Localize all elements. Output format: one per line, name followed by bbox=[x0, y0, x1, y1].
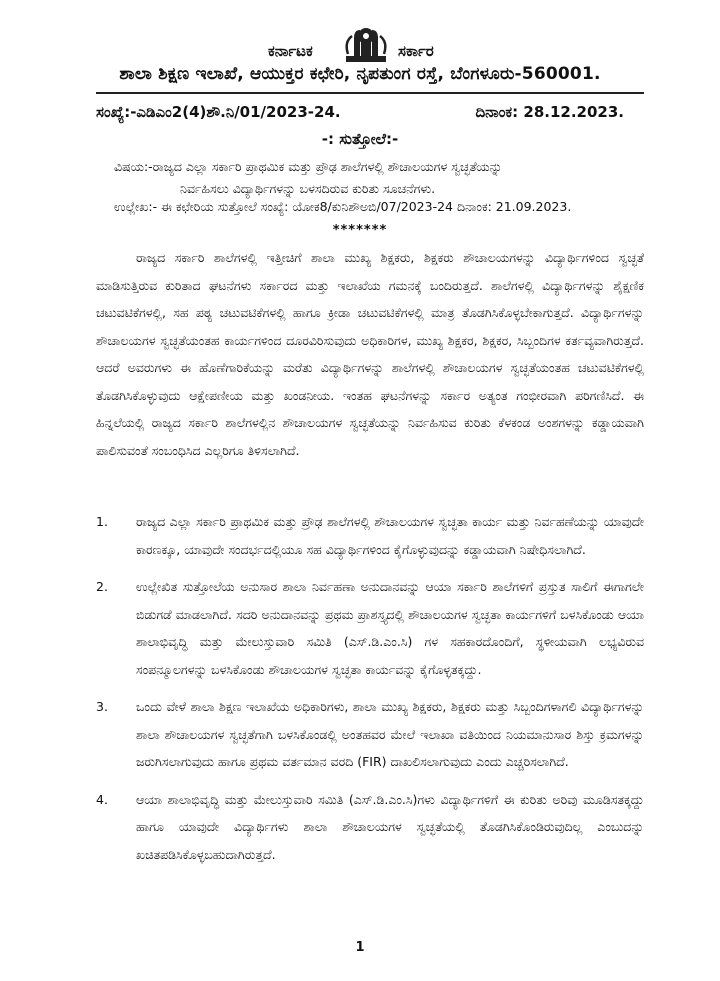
state-name-right: ಸರ್ಕಾರ bbox=[398, 42, 434, 60]
instruction-list bbox=[96, 508, 644, 878]
list-item-text: ಉಲ್ಲೇಖಿತ ಸುತ್ತೋಲೆಯ ಅನುಸಾರ ಶಾಲಾ ನಿರ್ವಹಣಾ ಅನುದಾನವನ್ನು ಆಯಾ ಸರ್ಕಾರಿ ಶಾಲೆಗಳಿಗೆ ಪ್ರಸ್ತುತ ಸಾಲಿಗೆ ಈಗಾಗಲೇ ಬಿಡುಗಡೆ ಮಾಡಲಾಗಿದೆ. ಸದರಿ ಅನುದಾನವನ್ನು ಪ್ರಥಮ ಪ್ರಾಶಸ್ತ್ಯದಲ್ಲಿ ಶೌಚಾಲಯಗಳ ಸ್ವಚ್ಛತಾ ಕಾರ್ಯಗಳಿಗೆ ಬಳಸಿಕೊಂಡು ಆಯಾ ಶಾಲಾಭಿವೃದ್ಧಿ ಮತ್ತು ಮೇಲುಸ್ತುವಾರಿ ಸಮಿತಿ (ಎಸ್.ಡಿ.ಎಂ.ಸಿ) ಗಳ ಸಹಕಾರದೊಂದಿಗೆ, ಸ್ಥಳೀಯವಾಗಿ ಲಭ್ಯವಿರುವ ಸಂಪನ್ಮೂಲಗಳನ್ನು ಬಳಸಿಕೊಂಡು ಶೌಚಾಲಯಗಳ ಸ್ವಚ್ಛತಾ ಕಾರ್ಯವನ್ನು ಕೈಗೊಳ್ಳತಕ್ಕದ್ದು. bbox=[136, 579, 644, 677]
list-item-number: 2. bbox=[96, 579, 108, 594]
list-item bbox=[96, 508, 644, 563]
subject-line-2: ನಿರ್ವಹಿಸಲು ವಿದ್ಯಾರ್ಥಿಗಳನ್ನು ಬಳಸದಿರುವ ಕುರಿತು ಸೂಚನೆಗಳು. bbox=[180, 181, 436, 196]
list-item-text: ರಾಜ್ಯದ ಎಲ್ಲಾ ಸರ್ಕಾರಿ ಪ್ರಾಥಮಿಕ ಮತ್ತು ಪ್ರೌಢ ಶಾಲೆಗಳಲ್ಲಿ ಶೌಚಾಲಯಗಳ ಸ್ವಚ್ಛತಾ ಕಾರ್ಯ ಮತ್ತು ನಿರ್ವಹಣೆಯನ್ನು ಯಾವುದೇ ಕಾರಣಕ್ಕೂ, ಯಾವುದೇ ಸಂದರ್ಭದಲ್ಲಿಯೂ ಸಹ ವಿದ್ಯಾರ್ಥಿಗಳಿಂದ ಕೈಗೊಳ್ಳುವುದನ್ನು ಕಡ್ಡಾಯವಾಗಿ ನಿಷೇಧಿಸಲಾಗಿದೆ. bbox=[136, 514, 644, 557]
body-paragraph bbox=[96, 244, 644, 464]
subject bbox=[114, 156, 644, 200]
list-item-number: 4. bbox=[96, 791, 108, 807]
reference-citation: ಉಲ್ಲೇಖ:- ಈ ಕಛೇರಿಯ ಸುತ್ತೋಲೆ ಸಂಖ್ಯೆ: ಯೋಕ8/ಕುನಿಶೌಅಬಿ/07/2023-24 ದಿನಾಂಕ: 21.09.2023. bbox=[114, 199, 572, 214]
page-number: 1 bbox=[355, 940, 365, 955]
state-name-left: ಕರ್ನಾಟಕ bbox=[268, 42, 313, 60]
list-item bbox=[96, 573, 644, 683]
subject-line-1: ವಿಷಯ:-ರಾಜ್ಯದ ಎಲ್ಲಾ ಸರ್ಕಾರಿ ಪ್ರಾಥಮಿಕ ಮತ್ತು ಪ್ರೌಢ ಶಾಲೆಗಳಲ್ಲಿ ಶೌಚಾಲಯಗಳ ಸ್ವಚ್ಛತೆಯನ್ನು bbox=[114, 159, 503, 174]
list-item-number: 1. bbox=[96, 514, 108, 529]
reference-number: ಸಂಖ್ಯೆ:-ಎಡಿಎಂ2(4)ಶೌ.ನಿ/01/2023-24. bbox=[96, 103, 341, 121]
body-paragraph-text: ರಾಜ್ಯದ ಸರ್ಕಾರಿ ಶಾಲೆಗಳಲ್ಲಿ ಇತ್ತೀಚಿಗೆ ಶಾಲಾ ಮುಖ್ಯ ಶಿಕ್ಷಕರು, ಶಿಕ್ಷಕರು ಶೌಚಾಲಯಗಳನ್ನು ವಿದ್ಯಾರ್ಥಿಗಳಿಂದ ಸ್ವಚ್ಛತೆ ಮಾಡಿಸುತ್ತಿರುವ ಕುರಿತಾದ ಘಟನೆಗಳು ಸರ್ಕಾರದ ಮತ್ತು ಇಲಾಖೆಯ ಗಮನಕ್ಕೆ ಬಂದಿರುತ್ತದೆ. ಶಾಲೆಗಳಲ್ಲಿ ವಿದ್ಯಾರ್ಥಿಗಳನ್ನು ಶೈಕ್ಷಣಿಕ ಚಟುವಟಿಕೆಗಳಲ್ಲಿ, ಸಹ ಪಠ್ಯ ಚಟುವಟಿಕೆಗಳಲ್ಲಿ ಹಾಗೂ ಕ್ರೀಡಾ ಚಟುವಟಿಕೆಗಳಲ್ಲಿ ಮಾತ್ರ ತೊಡಗಿಸಿಕೊಳ್ಳಬೇಕಾಗುತ್ತದೆ. ವಿದ್ಯಾರ್ಥಿಗಳನ್ನು ಶೌಚಾಲಯಗಳ ಸ್ವಚ್ಛತೆಯಂತಹ ಕಾರ್ಯಗಳಿಂದ ದೂರವಿರಿಸುವುದು ಅಧಿಕಾರಿಗಳ, ಮುಖ್ಯ ಶಿಕ್ಷಕರ, ಶಿಕ್ಷಕರ, ಸಿಬ್ಬಂದಿಗಳ ಕರ್ತವ್ಯವಾಗಿರುತ್ತದೆ. ಆದರೆ ಅವರುಗಳು ಈ ಹೊಣೆಗಾರಿಕೆಯನ್ನು ಮರೆತು ವಿದ್ಯಾರ್ಥಿಗಳನ್ನು ಶಾಲೆಗಳಲ್ಲಿ ಶೌಚಾಲಯಗಳ ಸ್ವಚ್ಛತೆಯಂತಹ ಚಟುವಟಿಕೆಗಳಲ್ಲಿ ತೊಡಗಿಸಿಕೊಳ್ಳುವುದು ಆಕ್ಷೇಪಣೀಯ ಮತ್ತು ಖಂಡನೀಯ. ಇಂತಹ ಘಟನೆಗಳನ್ನು ಸರ್ಕಾರ ಅತ್ಯಂತ ಗಂಭೀರವಾಗಿ ಪರಿಗಣಿಸಿದೆ. ಈ ಹಿನ್ನಲೆಯಲ್ಲಿ ರಾಜ್ಯದ ಸರ್ಕಾರಿ ಶಾಲೆಗಳಲ್ಲಿನ ಶೌಚಾಲಯಗಳ ಸ್ವಚ್ಛತೆಯನ್ನು ನಿರ್ವಹಿಸುವ ಕುರಿತು ಕೆಳಕಂಡ ಅಂಶಗಳನ್ನು ಕಡ್ಡಾಯವಾಗಿ ಪಾಲಿಸುವಂತೆ ಸಂಬಂಧಿಸಿದ ಎಲ್ಲರಿಗೂ ತಿಳಿಸಲಾಗಿದೆ. bbox=[96, 250, 644, 458]
list-item-text: ಆಯಾ ಶಾಲಾಭಿವೃದ್ಧಿ ಮತ್ತು ಮೇಲುಸ್ತುವಾರಿ ಸಮಿತಿ (ಎಸ್.ಡಿ.ಎಂ.ಸಿ)ಗಳು ವಿದ್ಯಾರ್ಥಿಗಳಿಗೆ ಈ ಕುರಿತು ಅರಿವು ಮೂಡಿಸತಕ್ಕದ್ದು ಹಾಗೂ ಯಾವುದೇ ವಿದ್ಯಾರ್ಥಿಗಳು ಶಾಲಾ ಶೌಚಾಲಯಗಳ ಸ್ವಚ್ಛತೆಯಲ್ಲಿ ತೊಡಗಿಸಿಕೊಂಡಿರುವುದಿಲ್ಲ ಎಂಬುದನ್ನು ಖಚಿತಪಡಿಸಿಕೊಳ್ಳಬಹುದಾಗಿರುತ್ತದೆ. bbox=[136, 791, 644, 862]
state-emblem-icon bbox=[340, 22, 392, 66]
list-item bbox=[96, 786, 644, 869]
list-item-text: ಒಂದು ವೇಳೆ ಶಾಲಾ ಶಿಕ್ಷಣ ಇಲಾಖೆಯ ಅಧಿಕಾರಿಗಳು, ಶಾಲಾ ಮುಖ್ಯ ಶಿಕ್ಷಕರು, ಶಿಕ್ಷಕರು ಮತ್ತು ಸಿಬ್ಬಂದಿಗಳಾಗಲಿ ವಿದ್ಯಾರ್ಥಿಗಳನ್ನು ಶಾಲಾ ಶೌಚಾಲಯಗಳ ಸ್ವಚ್ಛತೆಗಾಗಿ ಬಳಸಿಕೊಂಡಲ್ಲಿ ಅಂತಹವರ ಮೇಲೆ ಇಲಾಖಾ ವತಿಯಿಂದ ನಿಯಮಾನುಸಾರ ಶಿಸ್ತು ಕ್ರಮಗಳನ್ನು ಜರುಗಿಸಲಾಗುವುದು ಹಾಗೂ ಪ್ರಥಮ ವರ್ತಮಾನ ವರದಿ (FIR) ದಾಖಲಿಸಲಾಗುವುದು ಎಂದು ಎಚ್ಚರಿಸಲಾಗಿದೆ. bbox=[136, 699, 644, 769]
letterhead bbox=[0, 22, 720, 84]
letterhead-divider bbox=[96, 92, 644, 94]
document-date: ದಿನಾಂಕ: 28.12.2023. bbox=[475, 103, 624, 121]
list-item bbox=[96, 693, 644, 776]
separator-stars: ******* bbox=[332, 223, 388, 238]
list-item-number: 3. bbox=[96, 699, 108, 714]
office-address: ಶಾಲಾ ಶಿಕ್ಷಣ ಇಲಾಖೆ, ಆಯುಕ್ತರ ಕಛೇರಿ, ನೃಪತುಂಗ ರಸ್ತೆ, ಬೆಂಗಳೂರು-560001. bbox=[119, 64, 601, 84]
circular-title: -: ಸುತ್ತೋಲೆ:- bbox=[321, 130, 399, 148]
